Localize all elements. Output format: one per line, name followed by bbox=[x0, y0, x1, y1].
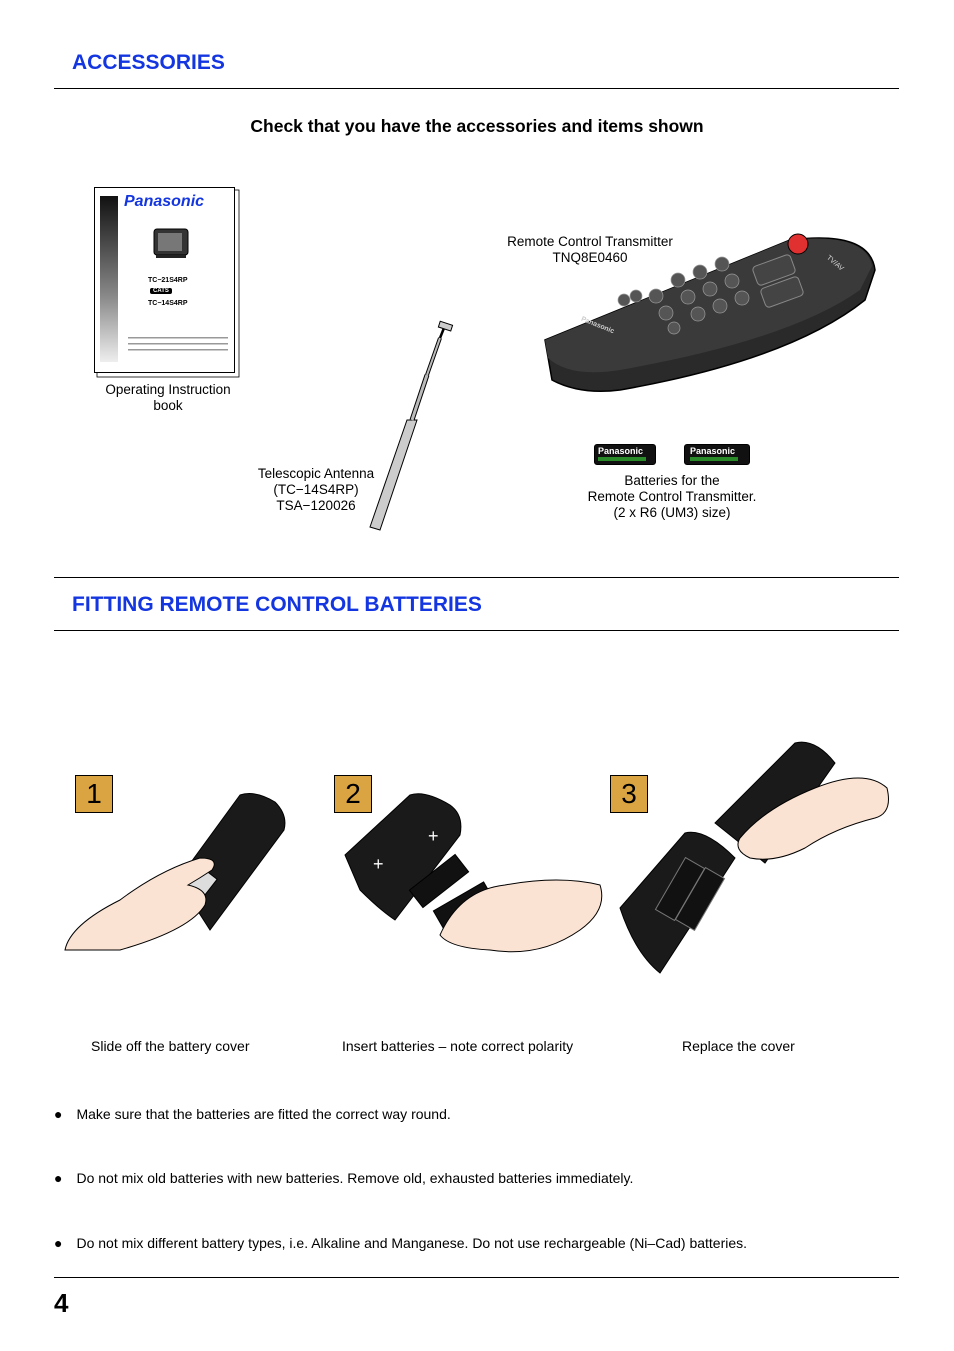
step-1-caption: Slide off the battery cover bbox=[91, 1038, 250, 1054]
step-2-number: 2 bbox=[334, 775, 372, 813]
bullet-3-text: Do not mix different battery types, i.e. Alkaline and Manganese. Do not use rechargeable (Ni–Cad) batteries. bbox=[76, 1235, 748, 1251]
svg-text:+: + bbox=[428, 826, 439, 846]
remote-tvav: TV/AV bbox=[825, 254, 845, 273]
remote-brand: Panasonic bbox=[579, 315, 616, 336]
bullet-dot-icon: ● bbox=[54, 1235, 63, 1251]
step-3-illustration bbox=[615, 738, 895, 978]
book-caption bbox=[88, 382, 248, 414]
bullet-1-text: Make sure that the batteries are fitted the correct way round. bbox=[76, 1106, 451, 1122]
instruction-book bbox=[94, 187, 236, 374]
footer-rule bbox=[54, 1277, 899, 1278]
bullet-dot-icon: ● bbox=[54, 1170, 63, 1186]
batteries-caption bbox=[572, 473, 772, 521]
fitting-heading: FITTING REMOTE CONTROL BATTERIES bbox=[72, 593, 482, 616]
book-caption-line-2: book bbox=[153, 398, 183, 413]
step-1-number: 1 bbox=[75, 775, 113, 813]
fitting-rule-top bbox=[54, 577, 899, 578]
step-1-illustration bbox=[60, 790, 290, 960]
book-model-1: TC−21S4RP bbox=[148, 277, 188, 284]
remote-caption-line-1: Remote Control Transmitter bbox=[507, 234, 673, 249]
bullet-2 bbox=[54, 1170, 633, 1186]
remote-caption-line-2: TNQ8E0460 bbox=[552, 250, 628, 265]
page-number: 4 bbox=[54, 1288, 69, 1318]
step-3-caption: Replace the cover bbox=[682, 1038, 795, 1054]
antenna-caption bbox=[236, 466, 396, 514]
batteries-line-1: Batteries for the bbox=[624, 473, 720, 488]
antenna-line-3: TSA−120026 bbox=[276, 498, 356, 513]
antenna-line-2: (TC−14S4RP) bbox=[273, 482, 359, 497]
remote-illustration bbox=[540, 230, 880, 395]
accessories-heading: ACCESSORIES bbox=[72, 51, 225, 74]
step-3-number: 3 bbox=[610, 775, 648, 813]
bullet-2-text: Do not mix old batteries with new batteries. Remove old, exhausted batteries immediately. bbox=[76, 1170, 634, 1186]
step-2-illustration bbox=[340, 790, 610, 965]
book-brand: Panasonic bbox=[124, 193, 205, 210]
book-caption-line-1: Operating Instruction bbox=[105, 382, 231, 397]
bullet-dot-icon: ● bbox=[54, 1106, 63, 1122]
antenna-line-1: Telescopic Antenna bbox=[257, 466, 375, 481]
batteries-line-3: (2 x R6 (UM3) size) bbox=[613, 505, 731, 520]
batteries-line-2: Remote Control Transmitter. bbox=[587, 489, 757, 504]
book-model-2: TC−14S4RP bbox=[148, 300, 188, 307]
battery-1-brand: Panasonic bbox=[598, 446, 644, 456]
bullet-1 bbox=[54, 1106, 451, 1122]
bullet-3 bbox=[54, 1235, 747, 1251]
check-line: Check that you have the accessories and items shown bbox=[250, 116, 704, 136]
step-2-caption: Insert batteries – note correct polarity bbox=[342, 1038, 574, 1054]
top-rule bbox=[54, 88, 899, 89]
battery-2 bbox=[684, 444, 750, 465]
fitting-rule-bottom bbox=[54, 630, 899, 631]
book-badge: CATS bbox=[150, 288, 172, 294]
battery-2-brand: Panasonic bbox=[690, 446, 736, 456]
battery-1 bbox=[594, 444, 656, 465]
svg-text:+: + bbox=[373, 854, 384, 874]
